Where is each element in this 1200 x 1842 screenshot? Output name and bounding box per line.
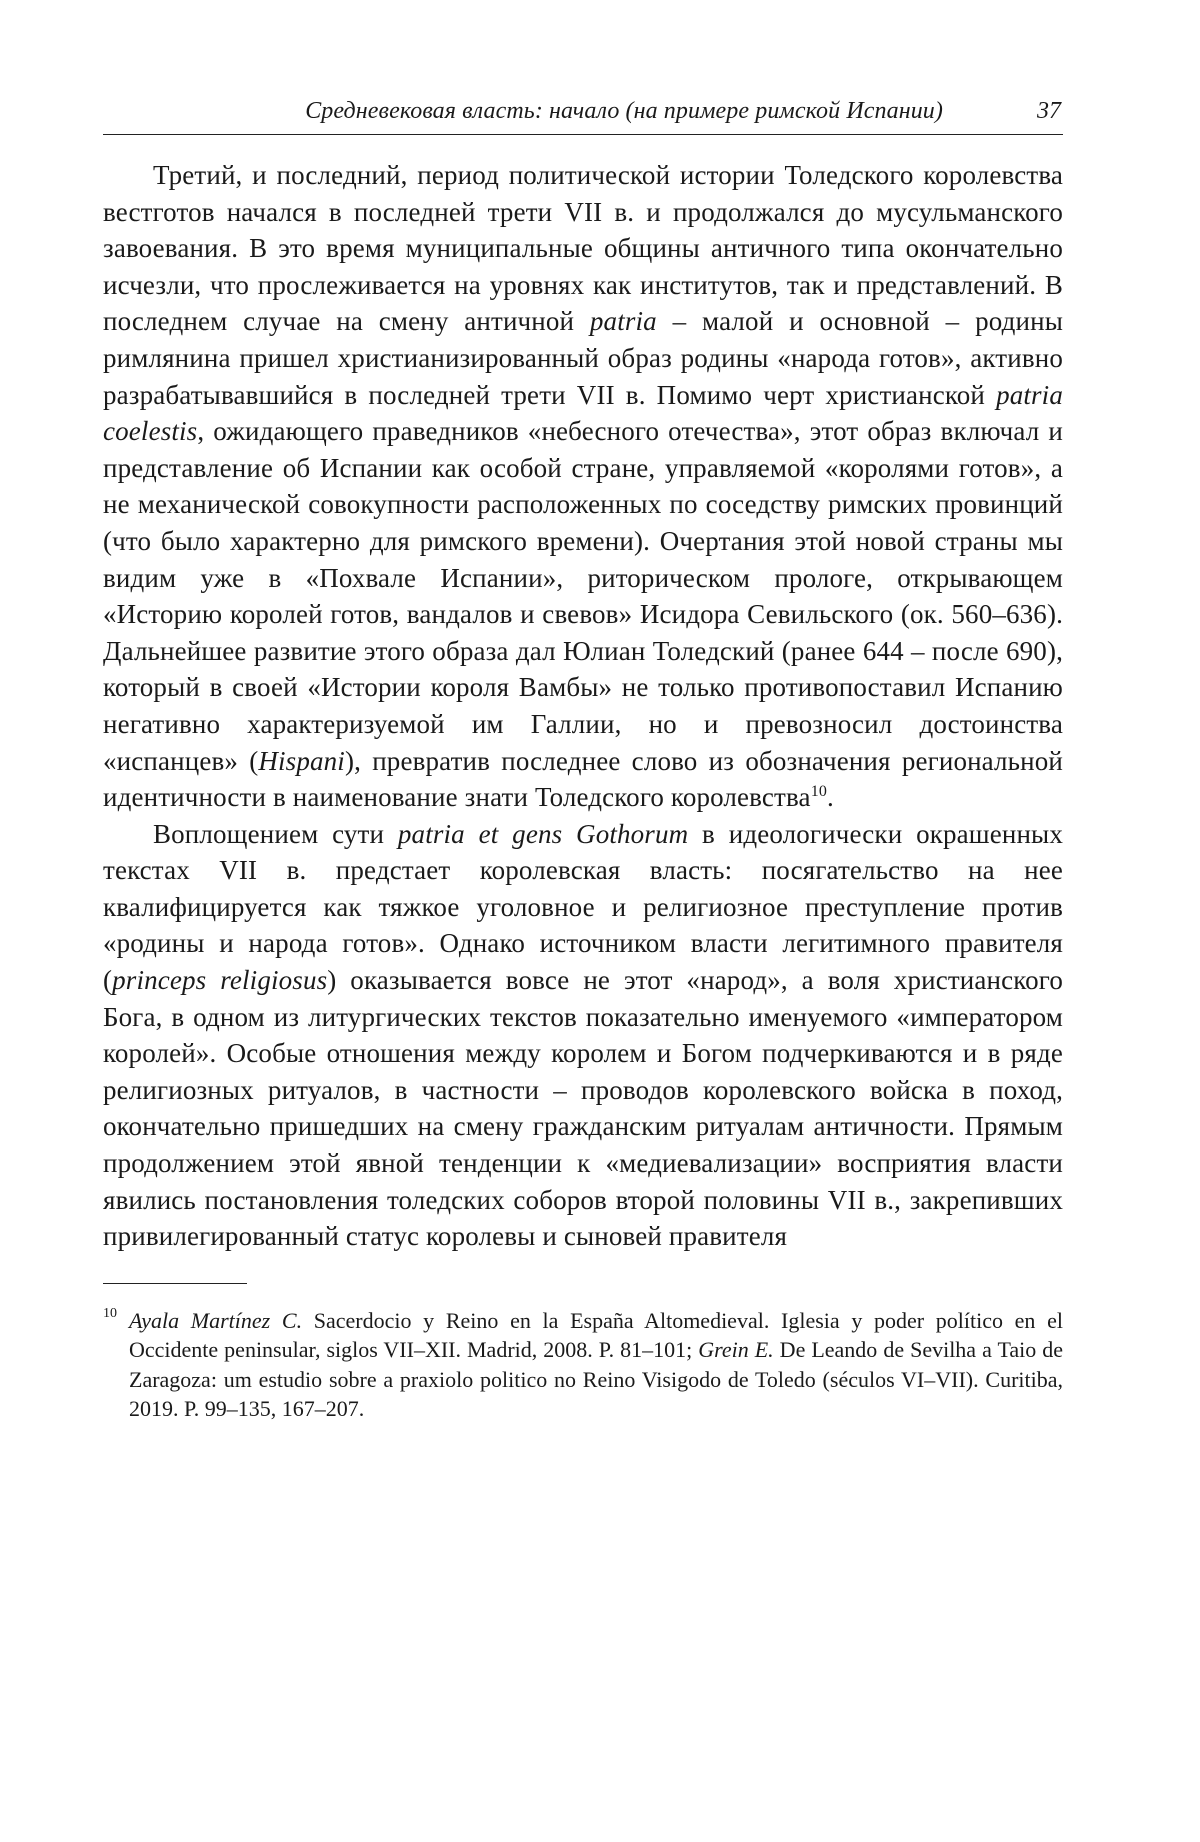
paragraph-2: Воплощением сути patria et gens Gothorum в идеологически окрашенных текстах VII в. предстает королевская власть: посягательство на нее квалифицируется как тяжкое уголовное и религиозное преступление против «родины и народа готов». Однако источником власти легитимного правителя (princeps religiosus) оказывается вовсе не этот «народ», а воля христианского Бога, в одном из литургических текстов показательно именуемого «императором королей». Особые отношения между королем и Богом подчеркиваются и в ряде религиозных ритуалов, в частности – проводов королевского войска в поход, окончательно пришедших на смену гражданским ритуалам античности. Прямым продолжением этой явной тенденции к «медиевализации» восприятия власти явились постановления толедских соборов второй половины VII в., закрепивших привилегированный статус королевы и сыновей правителя [103,816,1063,1255]
latin-term: patria coelestis [103,380,1063,447]
footnote-mark: 10 [103,1299,117,1329]
running-title: Средневековая власть: начало (на примере римской Испании) [305,98,943,125]
main-text [103,157,1063,1255]
author-name: Grein E. [698,1337,773,1362]
paragraph-1: Третий, и последний, период политической истории Толедского королевства вестготов начался в последней трети VII в. и продолжался до мусульманского завоевания. В это время муниципальные общины античного типа окончательно исчезли, что прослеживается на уровнях как институтов, так и представлений. В последнем случае на смену античной patria – малой и основной – родины римлянина пришел христианизированный образ родины «народа готов», активно разрабатывавшийся в последней трети VII в. Помимо черт христианской patria coelestis, ожидающего праведников «небесного отечества», этот образ включал и представление об Испании как особой стране, управляемой «королями готов», а не механической совокупности расположенных по соседству римских провинций (что было характерно для римского времени). Очертания этой новой страны мы видим уже в «Похвале Испании», риторическом прологе, открывающем «Историю королей готов, вандалов и свевов» Исидора Севильского (ок. 560–636). Дальнейшее развитие этого образа дал Юлиан Толедский (ранее 644 – после 690), который в своей «Истории короля Вамбы» не только противопоставил Испанию негативно характеризуемой им Галлии, но и превозносил достоинства «испанцев» (Hispani), превратив последнее слово из обозначения региональной идентичности в наименование знати Толедского королевства10. [103,157,1063,816]
book-page [103,88,1063,1424]
latin-term: patria [590,306,657,336]
latin-term: patria et gens Gothorum [398,819,688,849]
footnote-divider [103,1283,247,1284]
latin-term: Hispani [258,746,345,776]
latin-term: princeps religiosus [112,965,327,995]
author-name: Ayala Martínez C. [129,1308,302,1333]
running-header [103,88,1063,135]
footnote-ref[interactable]: 10 [811,783,827,800]
page-number: 37 [1037,98,1061,125]
footnote-10: 10 Ayala Martínez C. Sacerdocio y Reino en la España Altomedieval. Iglesia y poder político en el Occidente peninsular, siglos VII–XII. Madrid, 2008. P. 81–101; Grein E. De Leando de Sevilha a Taio de Zaragoza: um estudio sobre a praxiolo politico no Reino Visigodo de Toledo (séculos VI–VII). Curitiba, 2019. P. 99–135, 167–207. [103,1306,1063,1424]
